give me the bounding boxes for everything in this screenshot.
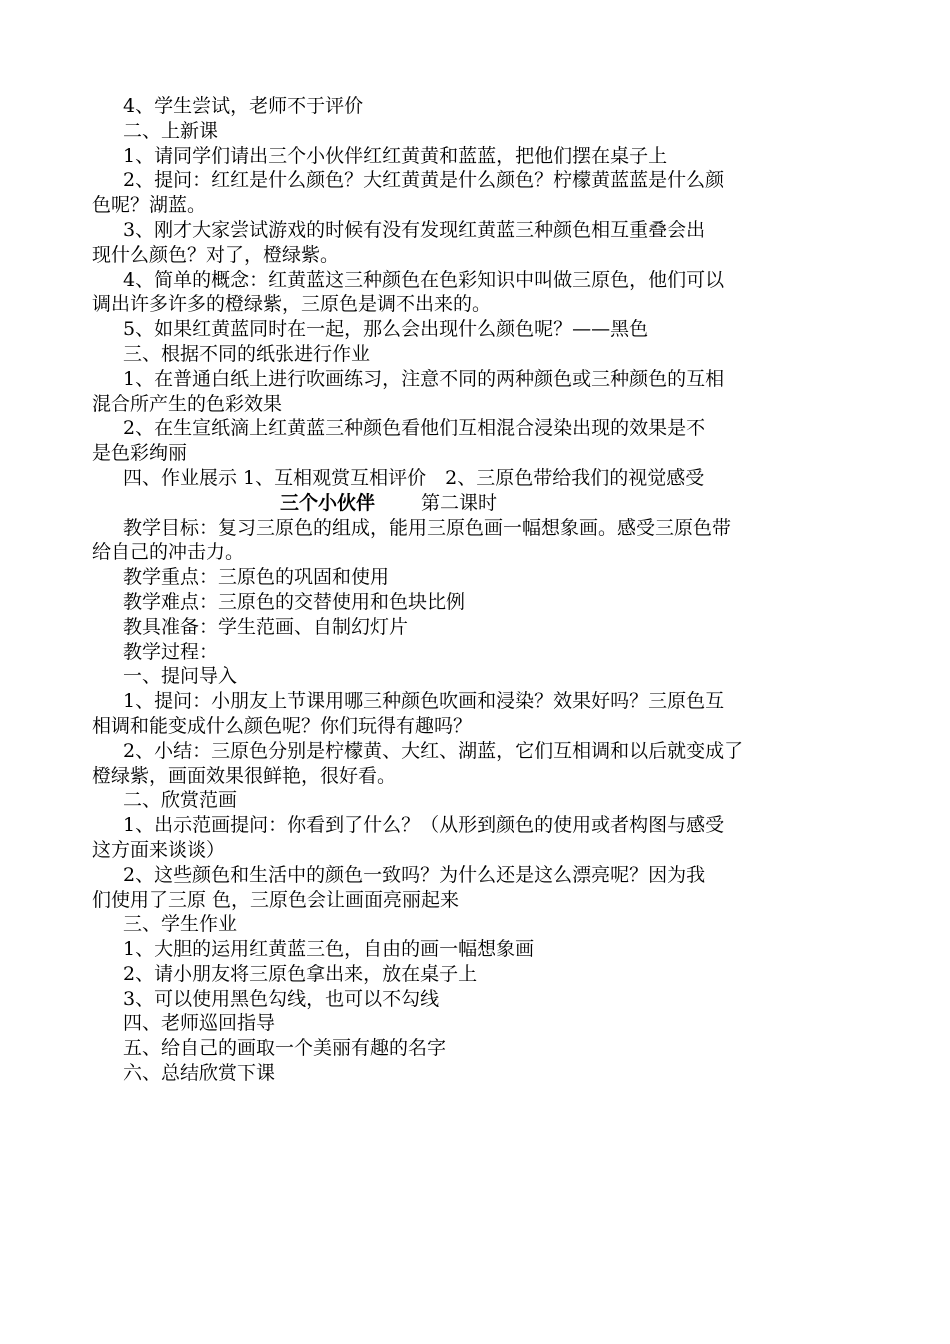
text-line: 2、这些颜色和生活中的颜色一致吗？为什么还是这么漂亮呢？因为我 xyxy=(123,863,706,886)
text-line: 是色彩绚丽 xyxy=(92,442,188,465)
lesson-title-sub: 第二课时 xyxy=(421,491,498,514)
text-line: 1、大胆的运用红黄蓝三色，自由的画一幅想象画 xyxy=(123,938,535,961)
text-line: 色呢？湖蓝。 xyxy=(92,194,207,217)
section-heading: 二、欣赏范画 xyxy=(123,789,238,812)
text-line: 5、如果红黄蓝同时在一起，那么会出现什么颜色呢？——黑色 xyxy=(123,318,649,341)
text-line: 1、出示范画提问：你看到了什么？（从形到颜色的使用或者构图与感受 xyxy=(123,814,725,837)
text-line: 1、请同学们请出三个小伙伴红红黄黄和蓝蓝，把他们摆在桌子上 xyxy=(123,144,668,167)
text-line: 这方面来谈谈） xyxy=(92,838,226,861)
section-heading: 五、给自己的画取一个美丽有趣的名字 xyxy=(123,1037,447,1060)
text-line: 们使用了三原 色，三原色会让画面亮丽起来 xyxy=(92,888,460,911)
text-line: 教学难点：三原色的交替使用和色块比例 xyxy=(123,590,466,613)
section-heading: 四、老师巡回指导 xyxy=(123,1012,276,1035)
text-line: 1、在普通白纸上进行吹画练习，注意不同的两种颜色或三种颜色的互相 xyxy=(123,367,725,390)
text-line: 3、刚才大家尝试游戏的时候有没有发现红黄蓝三种颜色相互重叠会出 xyxy=(123,218,706,241)
text-line: 相调和能变成什么颜色呢？你们玩得有趣吗？ xyxy=(92,714,473,737)
text-line: 2、小结：三原色分别是柠檬黄、大红、湖蓝，它们互相调和以后就变成了 xyxy=(123,739,744,762)
lesson-title-main: 三个小伙伴 xyxy=(280,491,376,514)
text-line: 给自己的冲击力。 xyxy=(92,541,245,564)
text-line: 现什么颜色？对了，橙绿紫。 xyxy=(92,243,340,266)
text-line: 4、学生尝试，老师不于评价 xyxy=(123,95,364,117)
section-heading: 三、学生作业 xyxy=(123,913,238,936)
text-line: 4、简单的概念：红黄蓝这三种颜色在色彩知识中叫做三原色，他们可以 xyxy=(123,268,725,291)
text-line: 教学目标：复习三原色的组成，能用三原色画一幅想象画。感受三原色带 xyxy=(123,516,732,539)
text-line: 1、提问：小朋友上节课用哪三种颜色吹画和浸染？效果好吗？三原色互 xyxy=(123,690,725,713)
text-line: 2、在生宣纸滴上红黄蓝三种颜色看他们互相混合浸染出现的效果是不 xyxy=(123,417,706,440)
text-line: 教学重点：三原色的巩固和使用 xyxy=(123,566,390,589)
text-line: 教具准备：学生范画、自制幻灯片 xyxy=(123,615,409,638)
text-line: 混合所产生的色彩效果 xyxy=(92,392,283,415)
lesson-title xyxy=(92,491,822,516)
text-line: 四、作业展示 1、互相观赏互相评价 2、三原色带给我们的视觉感受 xyxy=(123,466,705,489)
section-heading: 二、上新课 xyxy=(123,119,219,142)
text-line: 教学过程： xyxy=(123,640,219,663)
text-line: 2、请小朋友将三原色拿出来，放在桌子上 xyxy=(123,962,478,985)
section-heading: 六、总结欣赏下课 xyxy=(123,1062,276,1085)
text-line: 橙绿紫，画面效果很鲜艳，很好看。 xyxy=(92,764,397,787)
section-heading: 三、根据不同的纸张进行作业 xyxy=(123,342,371,365)
text-line: 2、提问：红红是什么颜色？大红黄黄是什么颜色？柠檬黄蓝蓝是什么颜 xyxy=(123,169,725,192)
text-line: 调出许多许多的橙绿紫，三原色是调不出来的。 xyxy=(92,293,492,316)
section-heading: 一、提问导入 xyxy=(123,665,238,688)
text-line: 3、可以使用黑色勾线，也可以不勾线 xyxy=(123,987,440,1010)
document-body xyxy=(92,94,822,1086)
